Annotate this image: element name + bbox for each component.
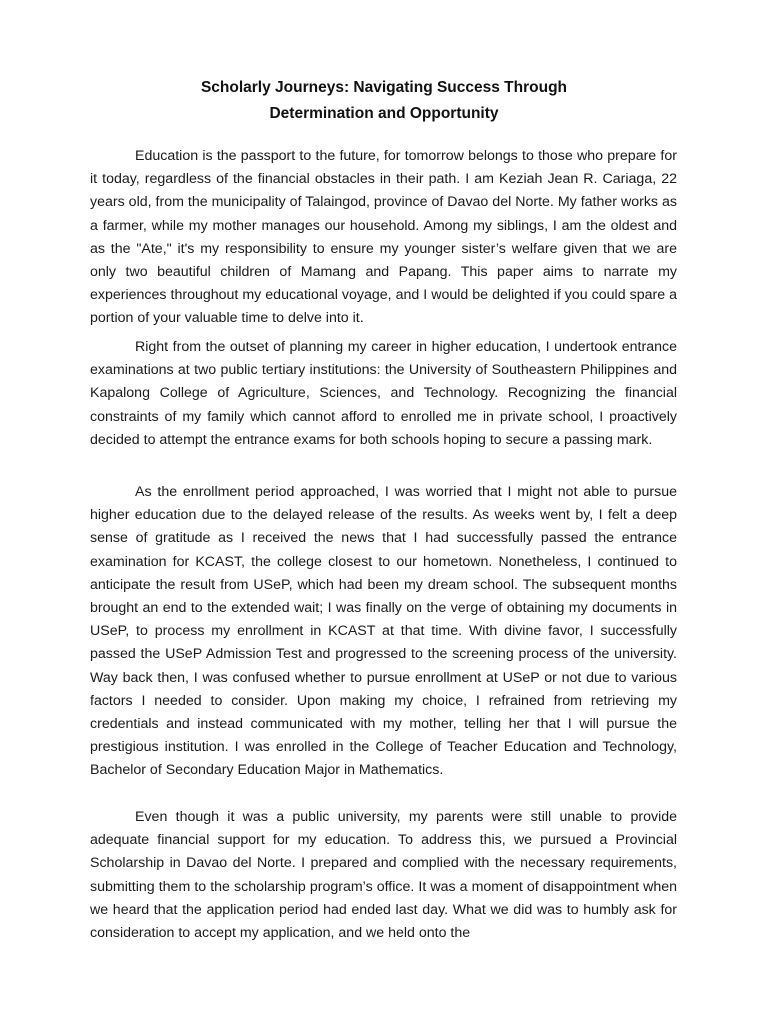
paragraph-scholarship: Even though it was a public university, my parents were still unable to provide adequate financial support for my education. To address this, we pursued a Provincial Scholarship in Davao del Norte. I prepared and complied with the necessary requirements, submitting them to the scholarship program’s office. It was a moment of disappointment when we heard that the application period had ended last day. What we did was to humbly ask for consideration to accept my application, and we held onto the	[90, 809, 677, 942]
document-title-line-2: Determination and Opportunity	[269, 105, 499, 122]
document-title-line-1: Scholarly Journeys: Navigating Success Through	[200, 79, 568, 96]
paragraph-entrance-exams: Right from the outset of planning my career in higher education, I undertook entrance examinations at two public tertiary institutions: the University of Southeastern Philippines and Kapalong College of Agriculture, Sciences, and Technology. Recognizing the financial constraints of my family which cannot afford to enrolled me in private school, I proactively decided to attempt the entrance exams for both schools hoping to secure a passing mark.	[90, 339, 677, 448]
paragraph-introduction: Education is the passport to the future, for tomorrow belongs to those who prepare for it today, regardless of the financial obstacles in their path. I am Keziah Jean R. Cariaga, 22 years old, from the municipality of Talaingod, province of Davao del Norte. My father works as a farmer, while my mother manages our household. Among my siblings, I am the oldest and as the "Ate," it's my responsibility to ensure my younger sister’s welfare given that we are only two beautiful children of Mamang and Papang. This paper aims to narrate my experiences throughout my educational voyage, and I would be delighted if you could spare a portion of your valuable time to delve into it.	[90, 148, 677, 327]
paragraph-enrollment: As the enrollment period approached, I was worried that I might not able to pursue higher education due to the delayed release of the results. As weeks went by, I felt a deep sense of gratitude as I received the news that I had successfully passed the entrance examination for KCAST, the college closest to our hometown. Nonetheless, I continued to anticipate the result from USeP, which had been my dream school. The subsequent months brought an end to the extended wait; I was finally on the verge of obtaining my documents in USeP, to process my enrollment in KCAST at that time. With divine favor, I successfully passed the USeP Admission Test and progressed to the screening process of the university. Way back then, I was confused whether to pursue enrollment at USeP or not due to various factors I needed to consider. Upon making my choice, I refrained from retrieving my credentials and instead communicated with my mother, telling her that I will pursue the prestigious institution. I was enrolled in the College of Teacher Education and Technology, Bachelor of Secondary Education Major in Mathematics.	[90, 484, 677, 779]
